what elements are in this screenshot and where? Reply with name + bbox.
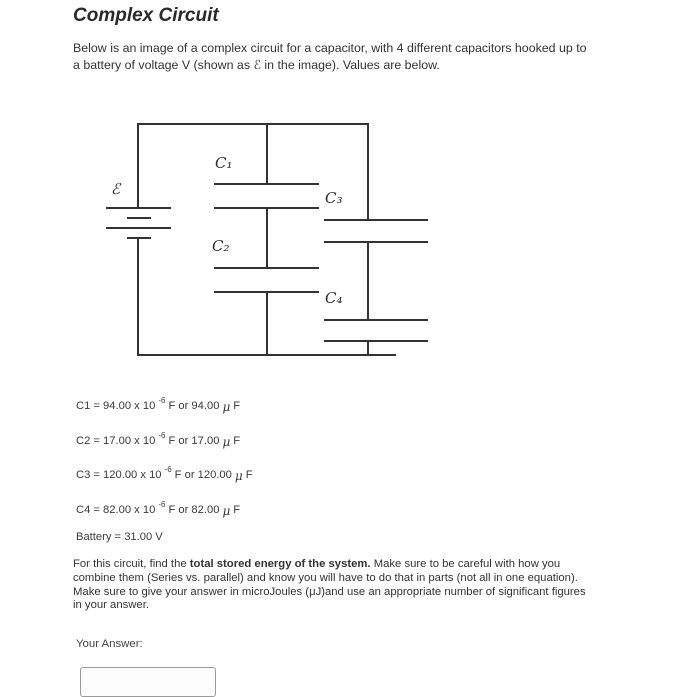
value-c1-unit: F or 94.00 [168,400,220,412]
value-c3-mu: μ [234,469,243,483]
instructions-text [73,558,593,613]
value-c4-unit: F or 82.00 [168,503,220,516]
value-c4-mu: μ [222,503,231,518]
value-c1-tail: F [233,400,241,412]
instructions-after: Make sure to be careful with how you combine them (Series vs. parallel) and know you will have to do that in parts (not all in one equation). Make sure to give your answer in microJoules (μJ)and use an appropriate number of significant figures in your answer. [73,558,586,612]
value-c2-tail: F [233,434,241,447]
value-line-c3 [76,465,253,504]
value-c2-exponent: -6 [158,430,166,440]
c1-label: C₁ [215,154,233,172]
value-c2-unit: F or 17.00 [168,434,220,447]
value-c1-exponent: -6 [158,396,166,405]
c4-label: C₄ [325,289,343,307]
value-c3-tail: F [245,469,253,481]
emf-label: ℰ [111,180,121,198]
value-c2-mu: μ [222,434,231,449]
battery-value: Battery = 31.00 V [76,531,163,543]
instructions-bold: total stored energy of the system. [189,558,371,570]
circuit-diagram [95,120,435,365]
value-line-c2 [76,430,253,470]
intro-text: Below is an image of a complex circuit for a capacitor, with 4 different capacitors hooked up to a battery of voltage V (shown as ℰ in the image). Values are below. [73,41,587,72]
value-c2-text: C2 = 17.00 x 10 [76,434,156,447]
page-title: Complex Circuit [73,5,219,26]
answer-input[interactable] [80,667,216,697]
value-c1-text: C1 = 94.00 x 10 [76,400,156,412]
capacitor-values [76,396,253,538]
c2-label: C₂ [212,237,230,255]
value-c3-unit: F or 120.00 [174,469,232,481]
value-c1-mu: μ [222,400,231,414]
value-c4-exponent: -6 [158,499,166,509]
instructions-before: For this circuit, find the [73,558,190,570]
value-c4-text: C4 = 82.00 x 10 [76,503,156,516]
c3-label: C₃ [325,189,343,207]
value-c3-exponent: -6 [164,465,172,474]
value-line-c1 [76,396,253,435]
value-c3-text: C3 = 120.00 x 10 [76,469,162,481]
answer-label: Your Answer: [76,638,143,650]
value-c4-tail: F [233,503,241,516]
